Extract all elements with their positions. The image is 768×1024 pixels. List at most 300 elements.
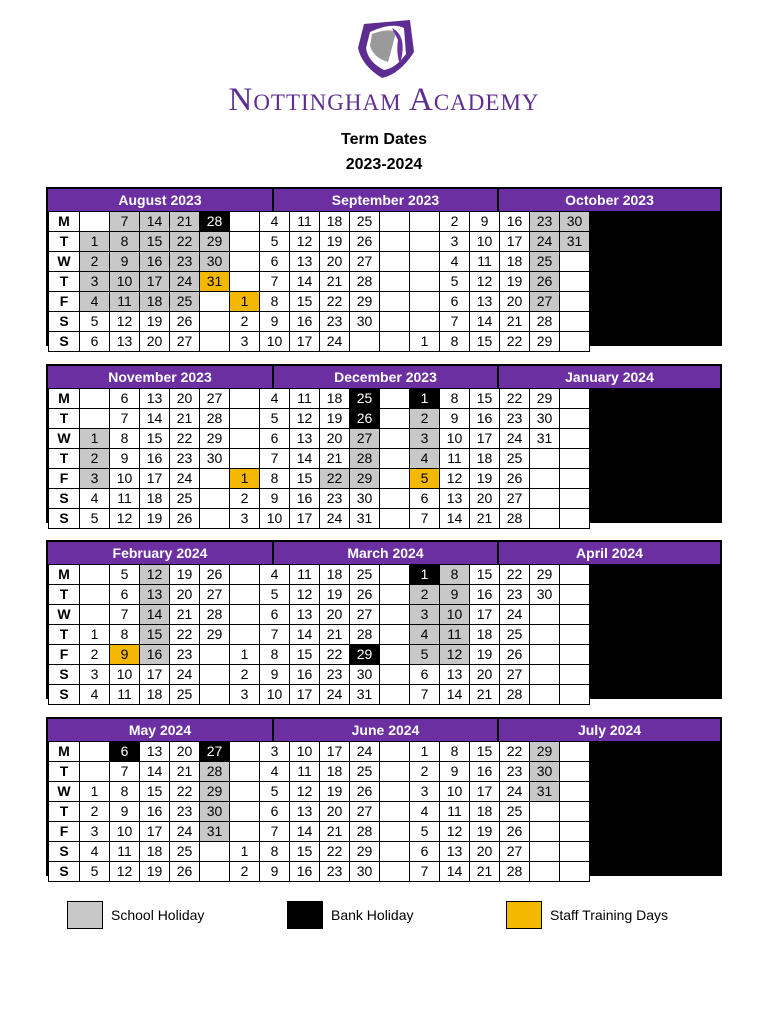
date-cell: 10 xyxy=(110,272,140,292)
date-cell: 30 xyxy=(350,489,380,509)
date-cell: 24 xyxy=(500,782,530,802)
date-cell: 11 xyxy=(290,212,320,232)
date-cell: 18 xyxy=(470,449,500,469)
date-cell: 11 xyxy=(290,762,320,782)
date-cell: 27 xyxy=(350,429,380,449)
date-cell: 6 xyxy=(260,802,290,822)
date-cell: 10 xyxy=(440,429,470,449)
empty-cell xyxy=(230,802,260,822)
date-cell: 16 xyxy=(290,862,320,882)
date-cell: 20 xyxy=(170,389,200,409)
month-header: August 2023 xyxy=(48,189,272,211)
weekday-label: T xyxy=(49,802,80,822)
empty-cell xyxy=(560,605,590,625)
date-cell: 7 xyxy=(260,449,290,469)
date-cell: 24 xyxy=(320,332,350,352)
legend-label: Bank Holiday xyxy=(331,907,414,923)
empty-cell xyxy=(410,252,440,272)
date-cell: 13 xyxy=(140,742,170,762)
date-cell: 8 xyxy=(110,782,140,802)
date-cell: 22 xyxy=(500,332,530,352)
date-cell: 19 xyxy=(140,509,170,529)
date-cell: 26 xyxy=(500,822,530,842)
date-cell: 28 xyxy=(200,409,230,429)
date-cell: 13 xyxy=(140,389,170,409)
date-cell: 6 xyxy=(410,842,440,862)
date-cell: 2 xyxy=(230,862,260,882)
weekday-row xyxy=(49,272,590,292)
date-cell: 26 xyxy=(350,585,380,605)
date-cell: 27 xyxy=(350,605,380,625)
date-cell: 22 xyxy=(170,782,200,802)
date-cell: 29 xyxy=(200,429,230,449)
empty-cell xyxy=(530,625,560,645)
date-cell: 30 xyxy=(560,212,590,232)
weekday-row xyxy=(49,449,590,469)
date-cell: 25 xyxy=(530,252,560,272)
empty-cell xyxy=(380,585,410,605)
calendar-grid xyxy=(48,211,590,352)
date-cell: 17 xyxy=(320,742,350,762)
date-cell: 20 xyxy=(320,802,350,822)
date-cell: 30 xyxy=(200,449,230,469)
date-cell: 13 xyxy=(440,842,470,862)
date-cell: 8 xyxy=(110,429,140,449)
date-cell: 3 xyxy=(440,232,470,252)
empty-cell xyxy=(560,449,590,469)
weekday-row xyxy=(49,625,590,645)
empty-cell xyxy=(560,742,590,762)
date-cell: 16 xyxy=(470,409,500,429)
date-cell: 15 xyxy=(290,645,320,665)
empty-cell xyxy=(380,842,410,862)
date-cell: 14 xyxy=(140,605,170,625)
date-cell: 6 xyxy=(410,489,440,509)
date-cell: 17 xyxy=(140,665,170,685)
weekday-label: S xyxy=(49,489,80,509)
empty-cell xyxy=(230,449,260,469)
date-cell: 30 xyxy=(200,802,230,822)
date-cell: 22 xyxy=(170,625,200,645)
date-cell: 30 xyxy=(530,762,560,782)
empty-cell xyxy=(410,292,440,312)
date-cell: 4 xyxy=(410,802,440,822)
empty-cell xyxy=(380,685,410,705)
empty-cell xyxy=(560,252,590,272)
date-cell: 11 xyxy=(440,625,470,645)
date-cell: 19 xyxy=(470,645,500,665)
empty-cell xyxy=(560,292,590,312)
date-cell: 12 xyxy=(290,585,320,605)
date-cell: 28 xyxy=(200,605,230,625)
date-cell: 13 xyxy=(290,429,320,449)
date-cell: 27 xyxy=(500,842,530,862)
date-cell: 27 xyxy=(350,802,380,822)
date-cell: 8 xyxy=(260,645,290,665)
month-header: September 2023 xyxy=(274,189,497,211)
date-cell: 22 xyxy=(320,842,350,862)
date-cell: 16 xyxy=(290,312,320,332)
weekday-label: S xyxy=(49,862,80,882)
date-cell: 20 xyxy=(170,742,200,762)
date-cell: 22 xyxy=(320,645,350,665)
month-header: July 2024 xyxy=(499,719,720,741)
date-cell: 10 xyxy=(440,605,470,625)
date-cell: 5 xyxy=(80,862,110,882)
date-cell: 26 xyxy=(200,565,230,585)
empty-cell xyxy=(530,449,560,469)
empty-cell xyxy=(530,605,560,625)
date-cell: 27 xyxy=(200,742,230,762)
date-cell: 9 xyxy=(110,645,140,665)
date-cell: 15 xyxy=(140,625,170,645)
empty-cell xyxy=(560,565,590,585)
date-cell: 1 xyxy=(230,469,260,489)
date-cell: 18 xyxy=(140,292,170,312)
date-cell: 3 xyxy=(410,605,440,625)
date-cell: 23 xyxy=(320,665,350,685)
date-cell: 8 xyxy=(110,625,140,645)
calendar-grid xyxy=(48,741,590,882)
legend-label: School Holiday xyxy=(111,907,205,923)
empty-cell xyxy=(80,605,110,625)
date-cell: 25 xyxy=(170,842,200,862)
date-cell: 29 xyxy=(350,842,380,862)
date-cell: 11 xyxy=(470,252,500,272)
date-cell: 1 xyxy=(80,232,110,252)
date-cell: 23 xyxy=(170,802,200,822)
date-cell: 5 xyxy=(80,509,110,529)
date-cell: 17 xyxy=(470,605,500,625)
month-header: December 2023 xyxy=(274,366,497,388)
date-cell: 12 xyxy=(440,822,470,842)
date-cell: 31 xyxy=(200,272,230,292)
weekday-label: F xyxy=(49,469,80,489)
weekday-row xyxy=(49,742,590,762)
weekday-label: W xyxy=(49,252,80,272)
date-cell: 3 xyxy=(230,332,260,352)
empty-cell xyxy=(560,272,590,292)
empty-cell xyxy=(230,272,260,292)
date-cell: 23 xyxy=(500,585,530,605)
date-cell: 9 xyxy=(110,449,140,469)
date-cell: 25 xyxy=(170,292,200,312)
date-cell: 30 xyxy=(350,862,380,882)
empty-cell xyxy=(560,762,590,782)
empty-cell xyxy=(380,332,410,352)
legend-label: Staff Training Days xyxy=(550,907,669,923)
date-cell: 16 xyxy=(140,802,170,822)
month-header: November 2023 xyxy=(48,366,272,388)
empty-cell xyxy=(380,409,410,429)
empty-cell xyxy=(230,429,260,449)
empty-cell xyxy=(560,685,590,705)
date-cell: 21 xyxy=(500,312,530,332)
weekday-label: M xyxy=(49,212,80,232)
staff-training-swatch xyxy=(506,901,542,929)
date-cell: 15 xyxy=(470,742,500,762)
weekday-label: T xyxy=(49,409,80,429)
date-cell: 17 xyxy=(290,332,320,352)
date-cell: 16 xyxy=(290,665,320,685)
date-cell: 7 xyxy=(410,685,440,705)
empty-cell xyxy=(530,842,560,862)
date-cell: 26 xyxy=(170,312,200,332)
date-cell: 22 xyxy=(170,429,200,449)
date-cell: 8 xyxy=(260,292,290,312)
weekday-row xyxy=(49,862,590,882)
date-cell: 11 xyxy=(110,685,140,705)
date-cell: 21 xyxy=(320,449,350,469)
month-header: June 2024 xyxy=(274,719,497,741)
date-cell: 20 xyxy=(320,429,350,449)
date-cell: 26 xyxy=(350,409,380,429)
empty-cell xyxy=(560,862,590,882)
empty-cell xyxy=(230,212,260,232)
date-cell: 21 xyxy=(170,409,200,429)
date-cell: 9 xyxy=(260,862,290,882)
date-cell: 25 xyxy=(500,802,530,822)
empty-cell xyxy=(380,802,410,822)
date-cell: 23 xyxy=(320,489,350,509)
date-cell: 12 xyxy=(110,862,140,882)
month-header: January 2024 xyxy=(499,366,720,388)
weekday-row xyxy=(49,252,590,272)
date-cell: 4 xyxy=(80,842,110,862)
date-cell: 3 xyxy=(230,685,260,705)
academic-year: 2023-2024 xyxy=(345,156,423,173)
date-cell: 8 xyxy=(440,389,470,409)
empty-cell xyxy=(380,469,410,489)
date-cell: 22 xyxy=(320,292,350,312)
date-cell: 7 xyxy=(410,862,440,882)
date-cell: 16 xyxy=(140,645,170,665)
empty-cell xyxy=(560,782,590,802)
empty-cell xyxy=(560,332,590,352)
date-cell: 14 xyxy=(140,762,170,782)
date-cell: 16 xyxy=(470,762,500,782)
date-cell: 19 xyxy=(470,822,500,842)
date-cell: 2 xyxy=(410,409,440,429)
empty-cell xyxy=(200,469,230,489)
date-cell: 11 xyxy=(110,292,140,312)
empty-cell xyxy=(560,469,590,489)
weekday-label: T xyxy=(49,625,80,645)
date-cell: 25 xyxy=(350,565,380,585)
date-cell: 29 xyxy=(530,389,560,409)
date-cell: 18 xyxy=(320,565,350,585)
date-cell: 25 xyxy=(500,449,530,469)
date-cell: 16 xyxy=(470,585,500,605)
date-cell: 18 xyxy=(140,685,170,705)
date-cell: 6 xyxy=(110,585,140,605)
date-cell: 7 xyxy=(260,272,290,292)
date-cell: 10 xyxy=(440,782,470,802)
date-cell: 19 xyxy=(500,272,530,292)
date-cell: 4 xyxy=(80,685,110,705)
date-cell: 9 xyxy=(440,585,470,605)
date-cell: 10 xyxy=(110,469,140,489)
weekday-label: W xyxy=(49,605,80,625)
date-cell: 12 xyxy=(440,645,470,665)
date-cell: 27 xyxy=(350,252,380,272)
date-cell: 29 xyxy=(200,232,230,252)
empty-cell xyxy=(560,389,590,409)
date-cell: 24 xyxy=(320,685,350,705)
date-cell: 18 xyxy=(320,212,350,232)
empty-cell xyxy=(560,625,590,645)
date-cell: 15 xyxy=(140,429,170,449)
date-cell: 9 xyxy=(470,212,500,232)
weekday-label: F xyxy=(49,822,80,842)
page-title: Term Dates xyxy=(341,131,427,148)
date-cell: 14 xyxy=(140,409,170,429)
empty-cell xyxy=(380,762,410,782)
date-cell: 17 xyxy=(500,232,530,252)
date-cell: 6 xyxy=(440,292,470,312)
weekday-label: S xyxy=(49,842,80,862)
date-cell: 23 xyxy=(170,252,200,272)
weekday-label: S xyxy=(49,665,80,685)
date-cell: 28 xyxy=(350,449,380,469)
date-cell: 23 xyxy=(320,312,350,332)
date-cell: 19 xyxy=(320,585,350,605)
empty-cell xyxy=(80,409,110,429)
weekday-row xyxy=(49,645,590,665)
date-cell: 27 xyxy=(200,585,230,605)
date-cell: 7 xyxy=(260,625,290,645)
date-cell: 12 xyxy=(470,272,500,292)
weekday-row xyxy=(49,782,590,802)
date-cell: 11 xyxy=(110,842,140,862)
date-cell: 25 xyxy=(350,212,380,232)
weekday-row xyxy=(49,802,590,822)
date-cell: 29 xyxy=(530,332,560,352)
date-cell: 24 xyxy=(170,822,200,842)
date-cell: 17 xyxy=(140,272,170,292)
date-cell: 24 xyxy=(350,742,380,762)
weekday-label: M xyxy=(49,389,80,409)
date-cell: 13 xyxy=(440,665,470,685)
date-cell: 25 xyxy=(350,762,380,782)
empty-cell xyxy=(530,665,560,685)
date-cell: 7 xyxy=(440,312,470,332)
weekday-row xyxy=(49,292,590,312)
weekday-row xyxy=(49,685,590,705)
date-cell: 22 xyxy=(500,389,530,409)
date-cell: 9 xyxy=(260,489,290,509)
date-cell: 24 xyxy=(170,272,200,292)
empty-cell xyxy=(530,685,560,705)
date-cell: 25 xyxy=(350,389,380,409)
date-cell: 20 xyxy=(470,842,500,862)
weekday-row xyxy=(49,332,590,352)
empty-cell xyxy=(530,802,560,822)
date-cell: 8 xyxy=(110,232,140,252)
calendar-row xyxy=(46,364,722,526)
date-cell: 27 xyxy=(500,489,530,509)
date-cell: 14 xyxy=(440,509,470,529)
date-cell: 6 xyxy=(260,605,290,625)
date-cell: 4 xyxy=(260,565,290,585)
date-cell: 9 xyxy=(110,802,140,822)
empty-cell xyxy=(560,802,590,822)
weekday-label: T xyxy=(49,449,80,469)
date-cell: 24 xyxy=(170,665,200,685)
empty-cell xyxy=(200,292,230,312)
date-cell: 17 xyxy=(470,429,500,449)
date-cell: 14 xyxy=(290,822,320,842)
empty-cell xyxy=(380,605,410,625)
month-header: April 2024 xyxy=(499,542,720,564)
date-cell: 20 xyxy=(320,605,350,625)
date-cell: 31 xyxy=(530,782,560,802)
empty-cell xyxy=(200,645,230,665)
date-cell: 26 xyxy=(170,862,200,882)
weekday-label: T xyxy=(49,585,80,605)
weekday-row xyxy=(49,842,590,862)
date-cell: 21 xyxy=(470,862,500,882)
date-cell: 21 xyxy=(170,762,200,782)
empty-cell xyxy=(200,489,230,509)
date-cell: 5 xyxy=(440,272,470,292)
date-cell: 1 xyxy=(80,625,110,645)
date-cell: 13 xyxy=(290,252,320,272)
date-cell: 13 xyxy=(140,585,170,605)
date-cell: 6 xyxy=(80,332,110,352)
date-cell: 1 xyxy=(230,842,260,862)
date-cell: 12 xyxy=(440,469,470,489)
date-cell: 15 xyxy=(470,565,500,585)
weekday-row xyxy=(49,232,590,252)
empty-cell xyxy=(380,212,410,232)
calendar-grid xyxy=(48,564,590,705)
empty-cell xyxy=(560,429,590,449)
empty-cell xyxy=(80,585,110,605)
date-cell: 27 xyxy=(170,332,200,352)
date-cell: 25 xyxy=(170,685,200,705)
date-cell: 29 xyxy=(200,782,230,802)
date-cell: 10 xyxy=(110,822,140,842)
bank-holiday-swatch xyxy=(287,901,323,929)
date-cell: 19 xyxy=(320,232,350,252)
calendar-row xyxy=(46,540,722,702)
date-cell: 14 xyxy=(440,862,470,882)
date-cell: 23 xyxy=(320,862,350,882)
weekday-label: T xyxy=(49,232,80,252)
weekday-label: S xyxy=(49,685,80,705)
date-cell: 31 xyxy=(350,509,380,529)
weekday-label: S xyxy=(49,312,80,332)
empty-cell xyxy=(380,489,410,509)
month-header: October 2023 xyxy=(499,189,720,211)
date-cell: 23 xyxy=(530,212,560,232)
date-cell: 9 xyxy=(260,665,290,685)
weekday-row xyxy=(49,312,590,332)
empty-cell xyxy=(380,822,410,842)
date-cell: 5 xyxy=(410,645,440,665)
empty-cell xyxy=(410,312,440,332)
date-cell: 7 xyxy=(410,509,440,529)
date-cell: 3 xyxy=(80,469,110,489)
weekday-row xyxy=(49,822,590,842)
date-cell: 19 xyxy=(320,782,350,802)
date-cell: 16 xyxy=(290,489,320,509)
date-cell: 20 xyxy=(470,489,500,509)
date-cell: 19 xyxy=(470,469,500,489)
date-cell: 14 xyxy=(290,272,320,292)
date-cell: 6 xyxy=(110,389,140,409)
